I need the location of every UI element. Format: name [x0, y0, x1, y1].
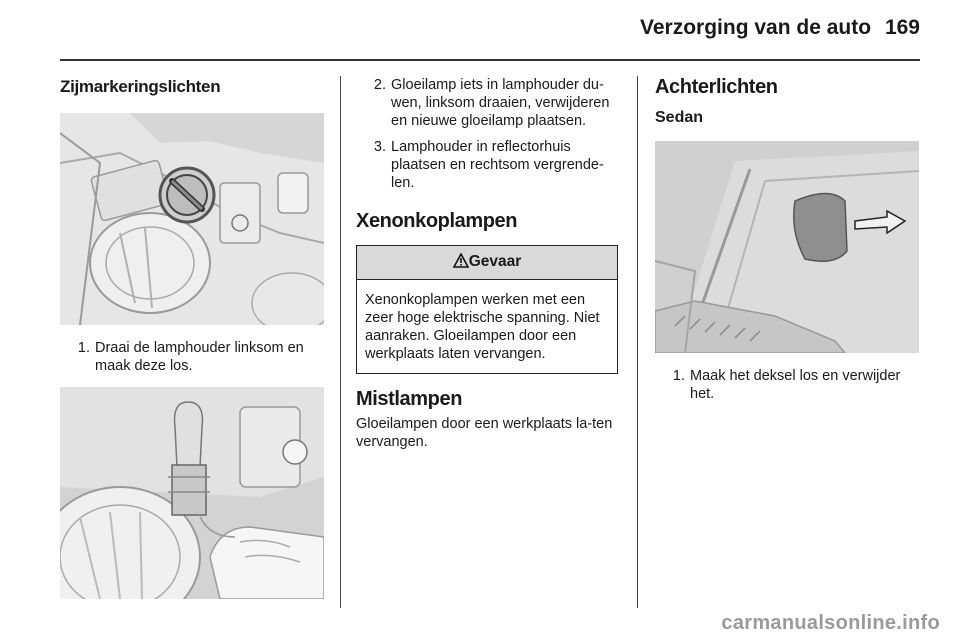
column-right [655, 72, 920, 403]
header-rule [60, 59, 920, 61]
warning-header [357, 246, 617, 280]
section-heading-xenon: Xenonkoplampen [356, 210, 518, 232]
instruction-step [356, 138, 618, 192]
step-number: 3. [373, 139, 386, 155]
instruction-step [356, 76, 618, 130]
section-heading-fog: Mistlampen [356, 388, 463, 410]
instruction-step [60, 339, 324, 375]
column-divider [340, 76, 341, 608]
step-number: 2. [373, 77, 386, 93]
watermark: carmanualsonline.info [721, 612, 940, 634]
step-text: Lamphouder in reflectorhuis plaatsen en rechtsom vergrende-len. [391, 139, 604, 191]
figure-rear-light-cover [655, 141, 919, 353]
page-number: 169 [884, 16, 920, 39]
page-header-title: Verzorging van de auto [640, 16, 872, 39]
step-number: 1. [672, 368, 685, 384]
step-text: Maak het deksel los en verwijder het. [690, 368, 901, 402]
warning-text: Xenonkoplampen werken met een zeer hoge elektrische spanning. Niet aanraken. Gloeilampen door een werkplaats laten vervangen. [365, 292, 600, 362]
warning-triangle-icon [453, 253, 469, 268]
warning-box [356, 245, 618, 374]
step-text: Gloeilamp iets in lamphouder du-wen, linksom draaien, verwijderen en nieuwe gloeilamp plaatsen. [391, 77, 610, 129]
figure-side-marker-lamp [60, 113, 324, 325]
column-middle [356, 72, 618, 451]
subheading-sedan: Sedan [655, 109, 704, 126]
step-number: 1. [77, 340, 90, 356]
warning-title: Gevaar [468, 253, 522, 270]
section-heading-rear-lights: Achterlichten [655, 76, 778, 98]
section-heading-side-marker: Zijmarkeringslichten [60, 77, 221, 96]
column-divider [637, 76, 638, 608]
step-text: Draai de lamphouder linksom en maak deze los. [95, 340, 304, 374]
figure-bulb-holder [60, 387, 324, 599]
fog-text: Gloeilampen door een werkplaats la-ten vervangen. [356, 416, 613, 450]
column-left [60, 72, 324, 599]
instruction-step [655, 367, 920, 403]
